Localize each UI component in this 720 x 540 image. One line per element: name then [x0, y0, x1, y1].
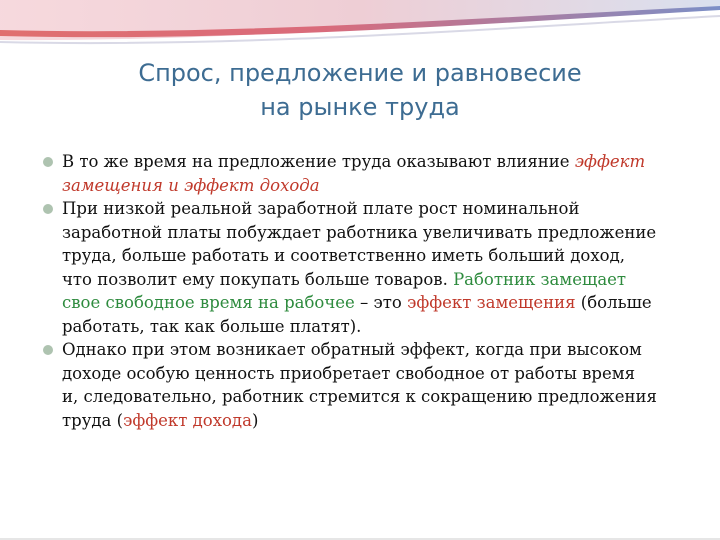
bullet-line	[62, 291, 708, 315]
bullet-dot-icon	[43, 345, 53, 355]
bullet-dot-icon	[43, 157, 53, 167]
bullet-line	[62, 385, 708, 409]
text-segment: В то же время на предложение труда оказывают влияние	[62, 152, 575, 171]
bullet-line	[62, 150, 708, 174]
bullet-dot-icon	[43, 204, 53, 214]
slide-title	[40, 56, 680, 124]
bullet-line	[62, 244, 708, 268]
text-segment: Однако при этом возникает обратный эффект, когда при высоком	[62, 340, 642, 359]
bullet-line	[62, 174, 708, 198]
text-segment: При низкой реальной заработной плате рост номинальной	[62, 199, 580, 218]
title-line-2: на рынке труда	[260, 93, 460, 121]
header-decoration	[0, 0, 720, 60]
bullet-line	[62, 338, 708, 362]
text-segment: что позволит ему покупать больше товаров.	[62, 269, 454, 289]
text-segment: труда, больше работать и соответственно иметь больший доход,	[62, 246, 626, 265]
bullet-line	[62, 362, 708, 386]
bullet-line	[62, 268, 708, 292]
text-segment: заработной платы побуждает работника увеличивать предложение	[62, 222, 657, 242]
text-segment: эффект дохода	[123, 410, 252, 430]
bullet-item	[38, 197, 708, 338]
text-segment: работать, так как больше платят).	[62, 316, 362, 336]
text-segment: (больше	[575, 293, 652, 312]
bullet-line	[62, 315, 708, 339]
text-segment: – это	[354, 293, 408, 312]
text-segment: )	[251, 410, 259, 430]
text-segment: труда (	[62, 410, 124, 430]
text-segment: Работник замещает	[453, 269, 627, 289]
text-segment: доходе особую ценность приобретает свободное от работы время	[62, 363, 635, 383]
text-segment: эффект замещения	[407, 293, 576, 312]
bullet-item	[38, 150, 708, 197]
bullet-line	[62, 221, 708, 245]
bullet-list	[38, 150, 708, 432]
text-segment: и, следовательно, работник стремится к сокращению предложения	[62, 387, 657, 406]
bullet-item	[38, 338, 708, 432]
text-segment: замещения и эффект дохода	[62, 175, 320, 195]
text-segment: свое свободное время на рабочее	[62, 293, 355, 312]
title-line-1: Спрос, предложение и равновесие	[138, 59, 582, 87]
bullet-line	[62, 197, 708, 221]
text-segment: эффект	[574, 152, 646, 171]
bullet-line	[62, 409, 708, 433]
